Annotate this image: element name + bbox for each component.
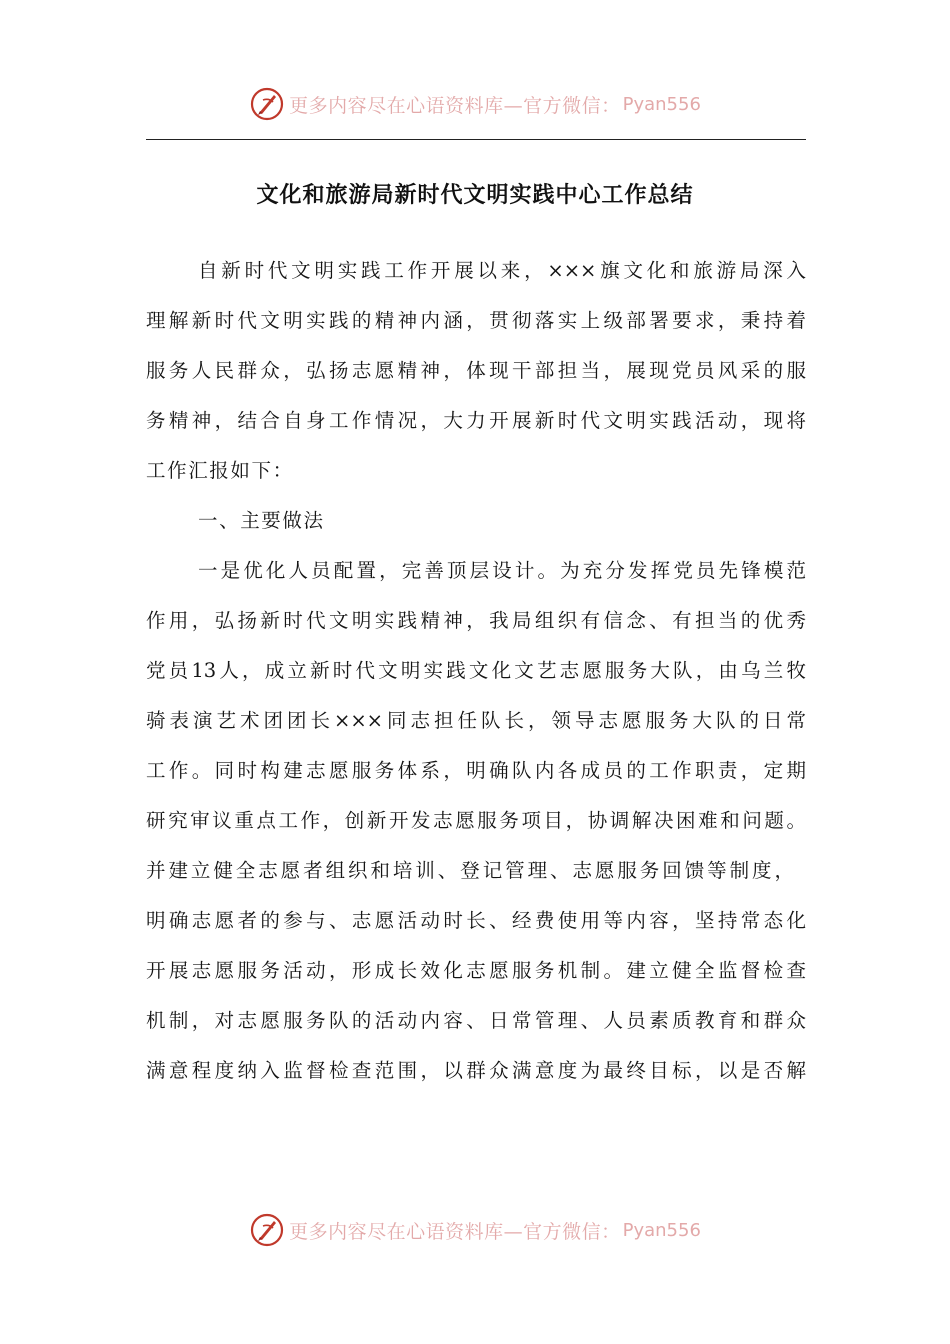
body-line: 工作。同时构建志愿服务体系，明确队内各成员的工作职责，定期 — [146, 759, 806, 782]
section-heading: 一、主要做法 — [198, 509, 325, 532]
body-line: 并建立健全志愿者组织和培训、登记管理、志愿服务回馈等制度， — [146, 859, 794, 882]
watermark-text: 更多内容尽在心语资料库—官方微信： — [289, 94, 621, 117]
body-line: 党员13人，成立新时代文明实践文化文艺志愿服务大队，由乌兰牧 — [146, 659, 806, 682]
body-line: 满意程度纳入监督检查范围，以群众满意度为最终目标，以是否解 — [146, 1059, 806, 1082]
body-line: 自新时代文明实践工作开展以来，×××旗文化和旅游局深入 — [198, 259, 806, 282]
header-watermark — [0, 82, 950, 126]
quill-logo-icon — [249, 1212, 285, 1248]
document-title: 文化和旅游局新时代文明实践中心工作总结 — [256, 183, 694, 208]
body-line: 研究审议重点工作，创新开发志愿服务项目，协调解决困难和问题。 — [146, 809, 806, 832]
footer-watermark — [0, 1208, 950, 1252]
body-line: 务精神，结合自身工作情况，大力开展新时代文明实践活动，现将 — [146, 409, 806, 432]
body-line: 一是优化人员配置，完善顶层设计。为充分发挥党员先锋模范 — [198, 559, 806, 582]
header-divider — [146, 139, 806, 140]
body-line: 机制，对志愿服务队的活动内容、日常管理、人员素质教育和群众 — [146, 1009, 806, 1032]
body-line: 服务人民群众，弘扬志愿精神，体现干部担当，展现党员风采的服 — [146, 359, 806, 382]
watermark-text: 更多内容尽在心语资料库—官方微信： — [289, 1220, 621, 1243]
body-line: 理解新时代文明实践的精神内涵，贯彻落实上级部署要求，秉持着 — [146, 309, 806, 332]
watermark-account: Pyan556 — [622, 93, 701, 115]
quill-logo-icon — [249, 86, 285, 122]
body-line: 明确志愿者的参与、志愿活动时长、经费使用等内容，坚持常态化 — [146, 909, 806, 932]
body-line: 工作汇报如下： — [146, 459, 294, 482]
body-line: 开展志愿服务活动，形成长效化志愿服务机制。建立健全监督检查 — [146, 959, 806, 982]
watermark-account: Pyan556 — [622, 1219, 701, 1241]
body-line: 作用，弘扬新时代文明实践精神，我局组织有信念、有担当的优秀 — [146, 609, 806, 632]
body-line: 骑表演艺术团团长×××同志担任队长，领导志愿服务大队的日常 — [146, 709, 806, 732]
